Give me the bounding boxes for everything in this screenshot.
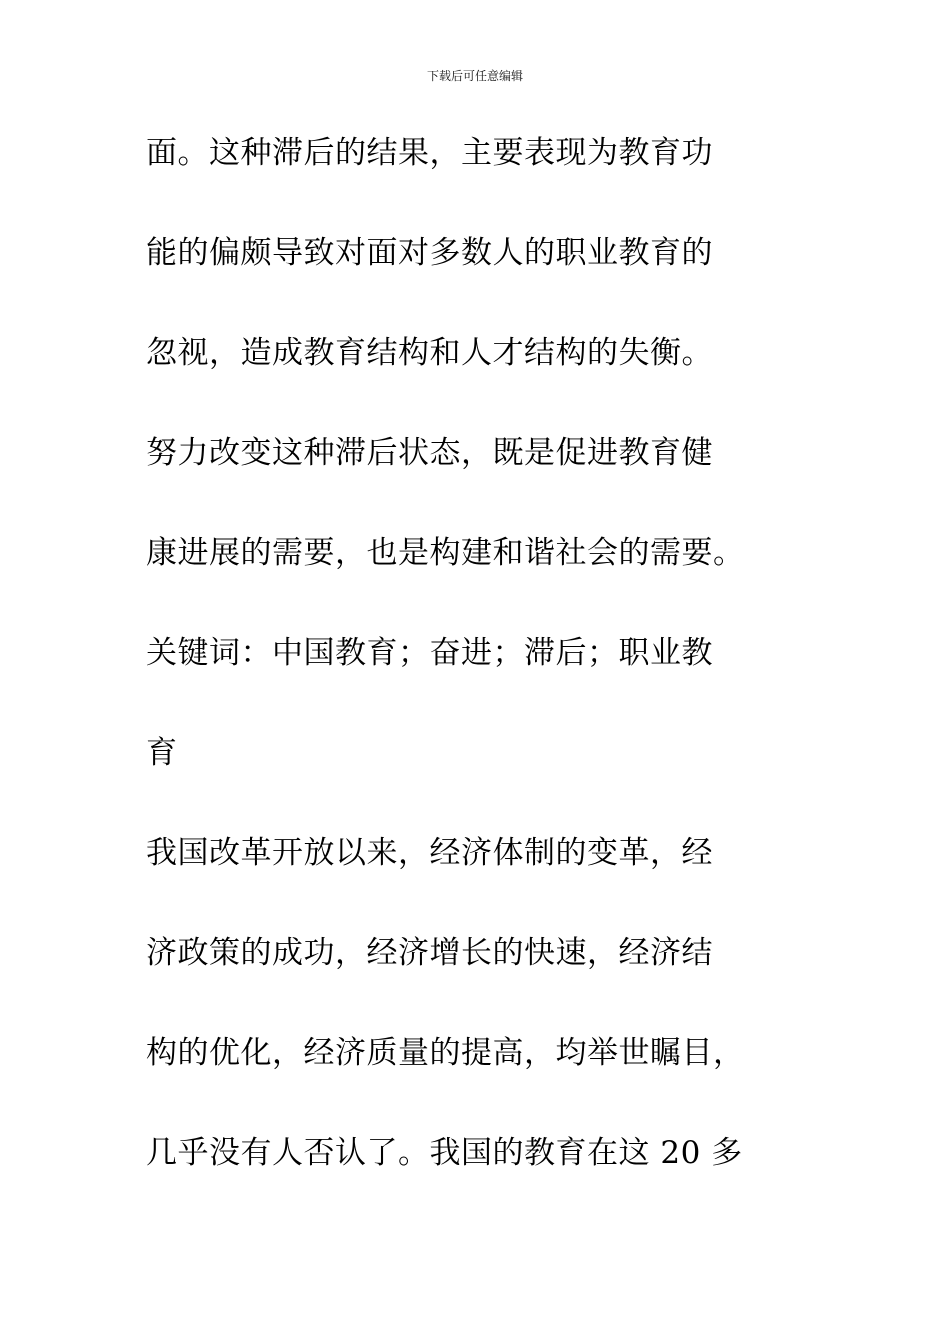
text-line: 济政策的成功，经济增长的快速，经济结 — [146, 935, 713, 971]
text-line: 康进展的需要，也是构建和谐社会的需要。 — [146, 535, 745, 571]
text-line: 面。这种滞后的结果，主要表现为教育功 — [146, 135, 713, 171]
keywords-line: 关键词：中国教育；奋进；滞后；职业教 — [146, 635, 713, 671]
text-line: 几乎没有人否认了。我国的教育在这 20 多 — [146, 1135, 743, 1171]
text-line: 我国改革开放以来，经济体制的变革，经 — [146, 835, 713, 871]
text-line: 构的优化，经济质量的提高，均举世瞩目， — [146, 1035, 745, 1071]
text-line: 努力改变这种滞后状态，既是促进教育健 — [146, 435, 713, 471]
document-body — [146, 128, 806, 1228]
header-note: 下载后可任意编辑 — [426, 69, 523, 83]
text-line: 忽视，造成教育结构和人才结构的失衡。 — [146, 335, 713, 371]
keywords-line-continued: 育 — [146, 735, 178, 771]
text-line: 能的偏颇导致对面对多数人的职业教育的 — [146, 235, 713, 271]
